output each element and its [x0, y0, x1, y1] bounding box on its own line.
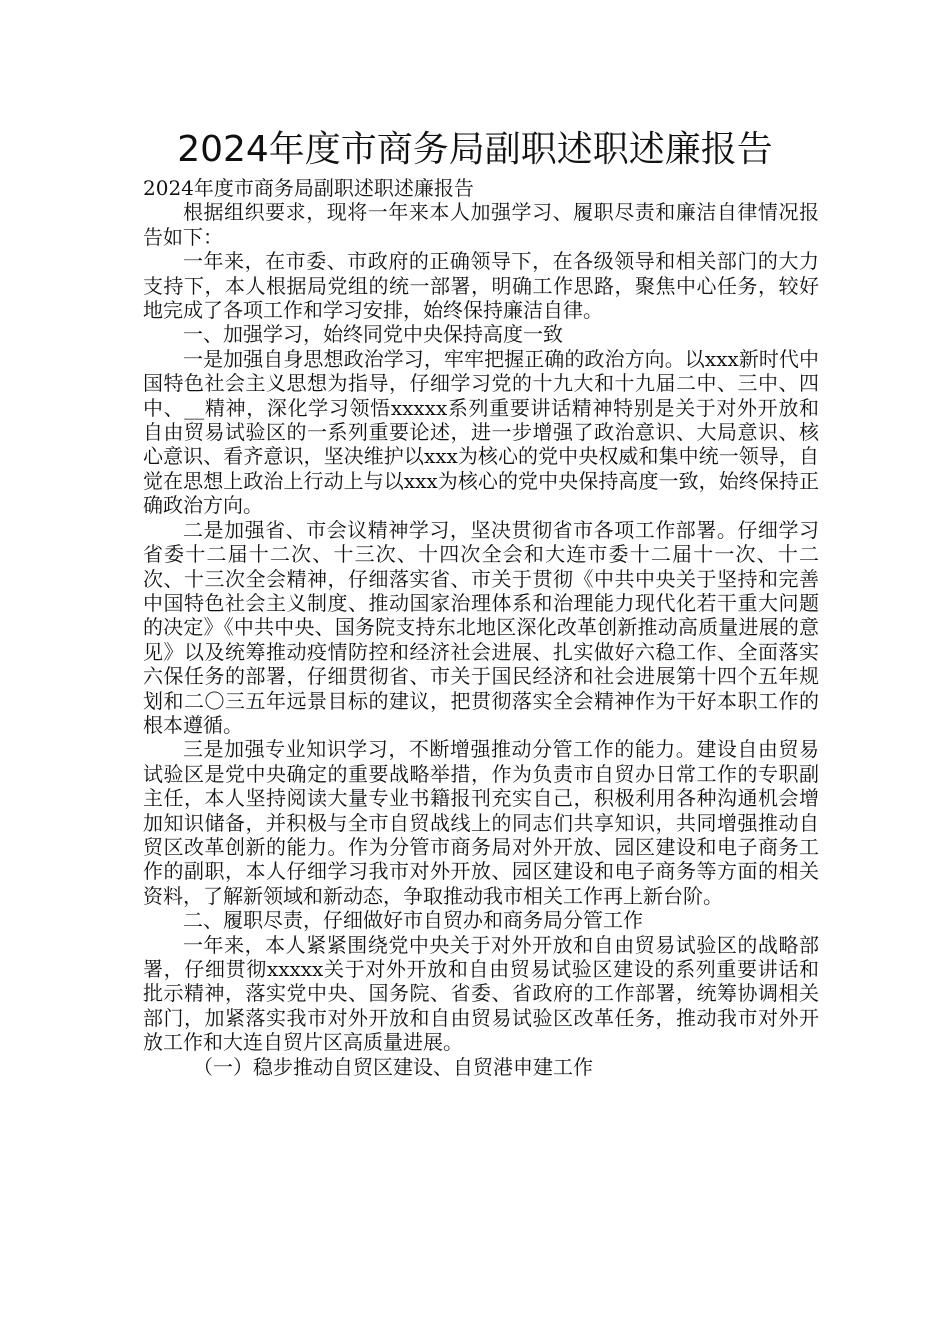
paragraph: 一是加强自身思想政治学习，牢牢把握正确的政治方向。以xxx新时代中国特色社会主义思想为指导，仔细学习党的十九大和十九届二中、三中、四中、__精神，深化学习领悟xxxxx系列重要讲话精神特别是关于对外开放和自由贸易试验区的一系列重要论述，进一步增强了政治意识、大局意识、核心意识、看齐意识，坚决维护以xxx为核心的党中央权威和集中统一领导，自觉在思想上政治上行动上与以xxx为核心的党中央保持高度一致，始终保持正确政治方向。 — [143, 346, 819, 518]
section-heading: 一、加强学习，始终同党中央保持高度一致 — [183, 322, 563, 347]
subsection-heading: （一）稳步推动自贸区建设、自贸港申建工作 — [193, 1054, 593, 1079]
paragraph: 一年来，在市委、市政府的正确领导下，在各级领导和相关部门的大力支持下，本人根据局党组的统一部署，明确工作思路，聚焦中心任务，较好地完成了各项工作和学习安排，始终保持廉洁自律。 — [143, 249, 819, 323]
paragraph: 根据组织要求，现将一年来本人加强学习、履职尽责和廉洁自律情况报告如下： — [143, 200, 819, 249]
paragraph: 一年来，本人紧紧围绕党中央关于对外开放和自由贸易试验区的战略部署，仔细贯彻xxxxx关于对外开放和自由贸易试验区建设的系列重要讲话和批示精神，落实党中央、国务院、省委、省政府的工作部署，统筹协调相关部门，加紧落实我市对外开放和自由贸易试验区改革任务，推动我市对外开放工作和大连自贸片区高质量进展。 — [143, 932, 819, 1055]
paragraph: 三是加强专业知识学习，不断增强推动分管工作的能力。建设自由贸易试验区是党中央确定的重要战略举措，作为负责市自贸办日常工作的专职副主任，本人坚持阅读大量专业书籍报刊充实自己，积极利用各种沟通机会增加知识储备，并积极与全市自贸战线上的同志们共享知识，共同增强推动自贸区改革创新的能力。作为分管市商务局对外开放、园区建设和电子商务工作的副职，本人仔细学习我市对外开放、园区建设和电子商务等方面的相关资料，了解新领域和新动态，争取推动我市相关工作再上新台阶。 — [143, 737, 819, 908]
document-title: 2024年度市商务局副职述职述廉报告 — [177, 129, 773, 170]
section-heading: 二、履职尽责，仔细做好市自贸办和商务局分管工作 — [183, 908, 643, 933]
paragraph: 二是加强省、市会议精神学习，坚决贯彻省市各项工作部署。仔细学习省委十二届十二次、十三次、十四次全会和大连市委十二届十一次、十二次、十三次全会精神，仔细落实省、市关于贯彻《中共中央关于坚持和完善中国特色社会主义制度、推动国家治理体系和治理能力现代化若干重大问题的决定》《中共中央、国务院支持东北地区深化改革创新推动高质量进展的意见》以及统筹推动疫情防控和经济社会进展、扎实做好六稳工作、全面落实六保任务的部署，仔细贯彻省、市关于国民经济和社会进展第十四个五年规划和二〇三五年远景目标的建议，把贯彻落实全会精神作为干好本职工作的根本遵循。 — [143, 517, 819, 737]
document-subtitle: 2024年度市商务局副职述职述廉报告 — [143, 176, 474, 200]
document-body — [143, 176, 819, 1079]
